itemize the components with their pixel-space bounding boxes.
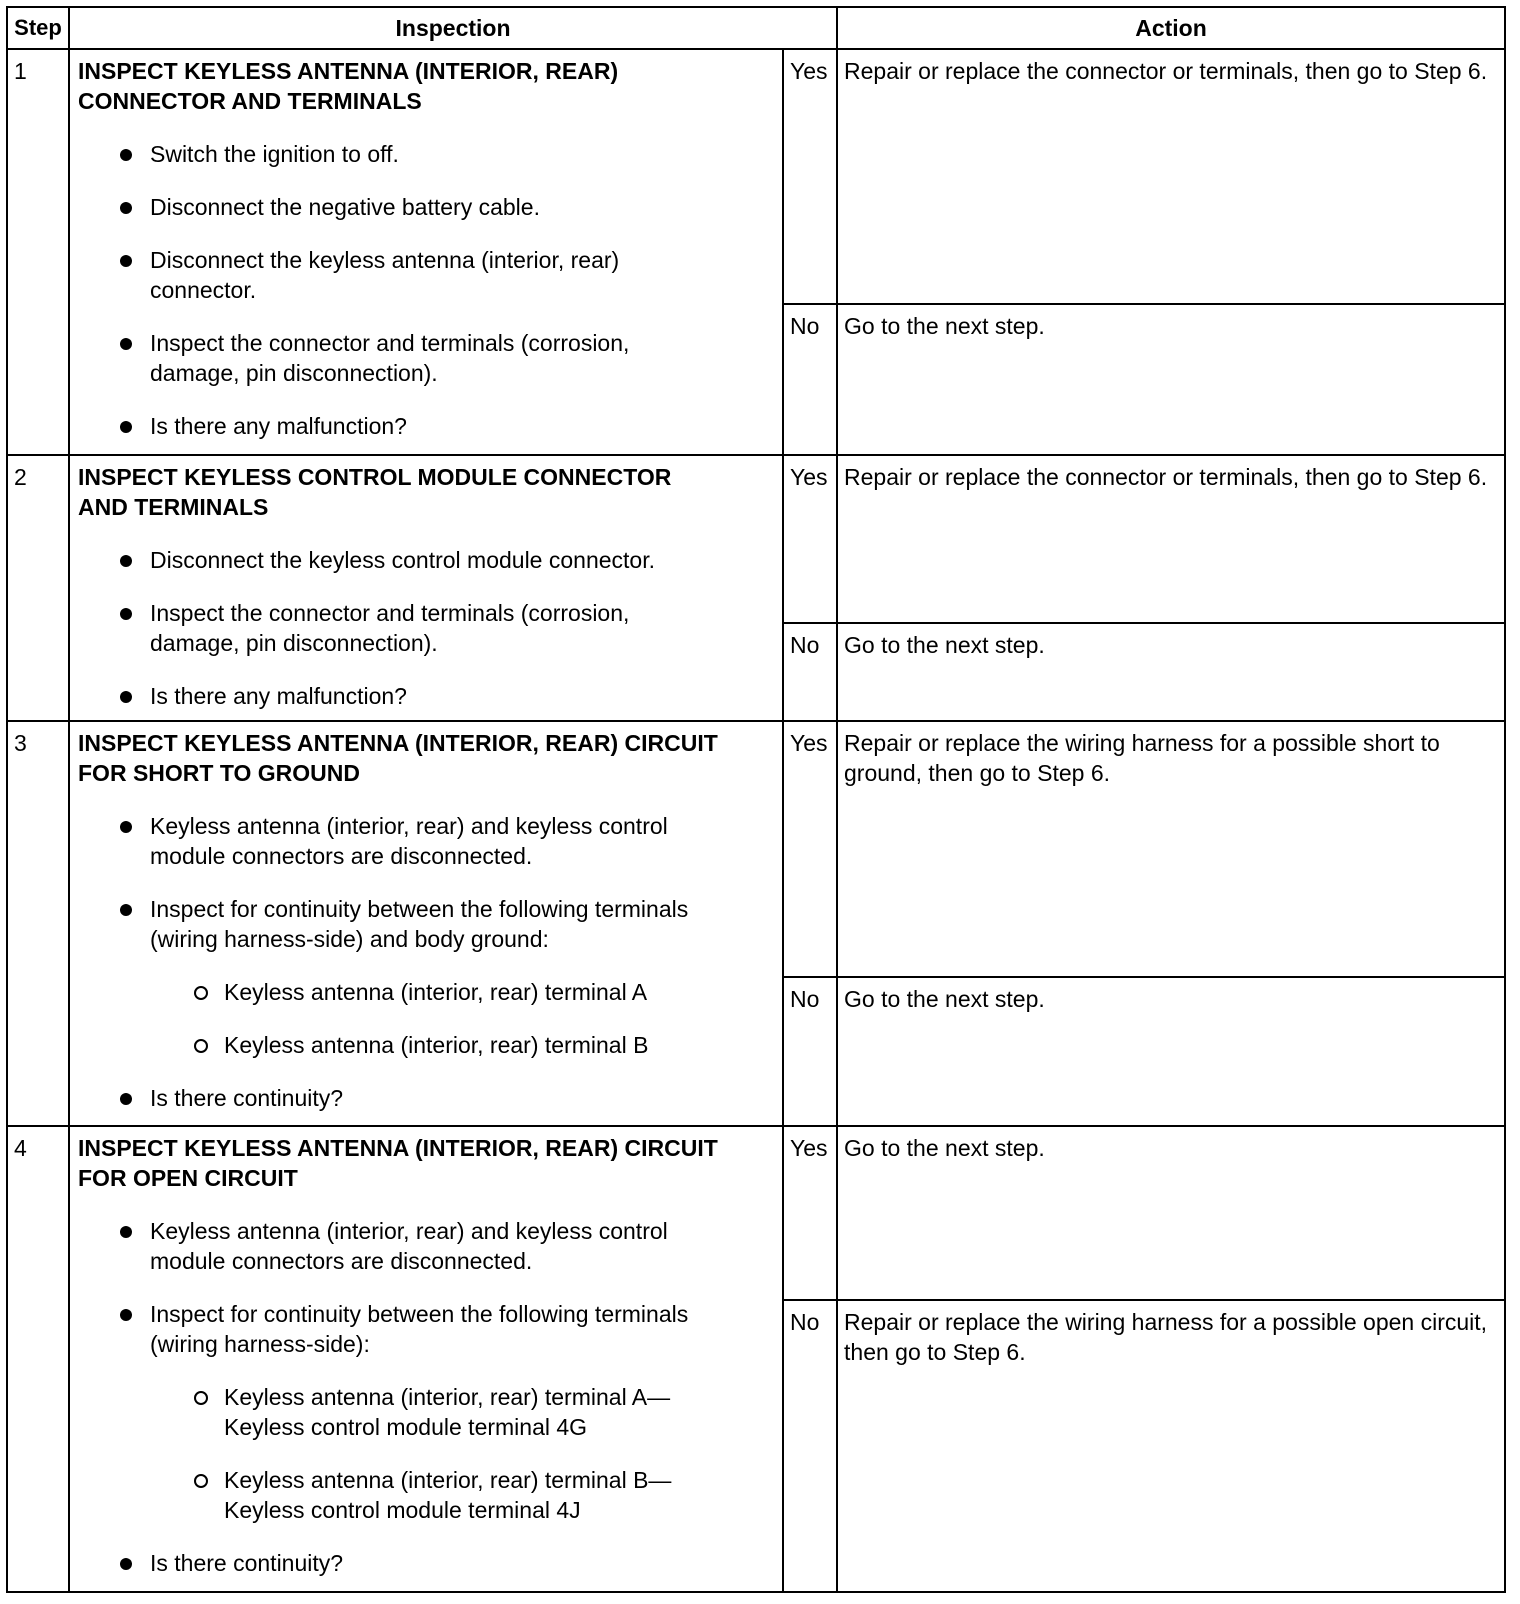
list-item: Disconnect the keyless control module connector. [78, 545, 774, 575]
step-2-title: INSPECT KEYLESS CONTROL MODULE CONNECTOR AND TERMINALS [78, 463, 672, 520]
bullet-icon [120, 1093, 132, 1105]
header-action: Action [837, 7, 1505, 49]
step-3-number: 3 [7, 721, 69, 1127]
list-item: Inspect for continuity between the following terminals (wiring harness-side) and body ground: [78, 894, 750, 954]
step-3-no-label: No [783, 977, 837, 1126]
circle-bullet-icon [194, 1039, 208, 1053]
bullet-icon [120, 555, 132, 567]
step-2-yes-action: Repair or replace the connector or terminals, then go to Step 6. [837, 455, 1505, 623]
list-item: Switch the ignition to off. [78, 139, 774, 169]
list-item: Keyless antenna (interior, rear) and keyless control module connectors are disconnected. [78, 811, 730, 871]
step-3-no-action: Go to the next step. [837, 977, 1505, 1126]
list-item: Is there continuity? [78, 1548, 774, 1578]
step-1-yes-action: Repair or replace the connector or terminals, then go to Step 6. [837, 49, 1505, 304]
step-3-yes-row [7, 721, 1505, 978]
list-item: Keyless antenna (interior, rear) terminal A—Keyless control module terminal 4G [78, 1382, 674, 1442]
list-item: Is there any malfunction? [78, 681, 774, 711]
step-3-bullet-list [78, 811, 774, 954]
step-4-sub-bullet-list [78, 1382, 774, 1525]
bullet-icon [120, 202, 132, 214]
step-4-yes-action: Go to the next step. [837, 1126, 1505, 1300]
bullet-icon [120, 821, 132, 833]
step-2-yes-label: Yes [783, 455, 837, 623]
list-item: Is there continuity? [78, 1083, 774, 1113]
step-2-no-action: Go to the next step. [837, 623, 1505, 721]
step-2-yes-row [7, 455, 1505, 623]
list-item: Inspect for continuity between the following terminals (wiring harness-side): [78, 1299, 750, 1359]
bullet-icon [120, 338, 132, 350]
circle-bullet-icon [194, 1474, 208, 1488]
step-2-number: 2 [7, 455, 69, 721]
step-2-bullet-list [78, 545, 774, 711]
bullet-icon [120, 608, 132, 620]
step-3-yes-action: Repair or replace the wiring harness for a possible short to ground, then go to Step 6. [837, 721, 1505, 978]
bullet-icon [120, 904, 132, 916]
step-1-yes-label: Yes [783, 49, 837, 304]
list-item: Keyless antenna (interior, rear) terminal B [78, 1030, 774, 1060]
bullet-icon [120, 1309, 132, 1321]
step-4-yes-label: Yes [783, 1126, 837, 1300]
step-1-inspection [69, 49, 783, 455]
step-1-bullet-list [78, 139, 774, 441]
bullet-icon [120, 1558, 132, 1570]
header-step: Step [7, 7, 69, 49]
bullet-icon [120, 1226, 132, 1238]
list-item: Inspect the connector and terminals (corrosion, damage, pin disconnection). [78, 328, 690, 388]
step-4-yes-row [7, 1126, 1505, 1300]
step-3-yes-label: Yes [783, 721, 837, 978]
step-1-no-action: Go to the next step. [837, 304, 1505, 455]
step-4-no-action: Repair or replace the wiring harness for a possible open circuit, then go to Step 6. [837, 1300, 1505, 1592]
step-1-no-label: No [783, 304, 837, 455]
bullet-icon [120, 421, 132, 433]
list-item: Disconnect the negative battery cable. [78, 192, 774, 222]
bullet-icon [120, 149, 132, 161]
table-header-row [7, 7, 1505, 49]
step-3-sub-bullet-list [78, 977, 774, 1060]
circle-bullet-icon [194, 986, 208, 1000]
list-item: Disconnect the keyless antenna (interior, rear) connector. [78, 245, 670, 305]
step-3-title: INSPECT KEYLESS ANTENNA (INTERIOR, REAR) CIRCUIT FOR SHORT TO GROUND [78, 729, 718, 786]
header-inspection: Inspection [69, 7, 837, 49]
bullet-icon [120, 255, 132, 267]
bullet-icon [120, 691, 132, 703]
circle-bullet-icon [194, 1391, 208, 1405]
step-4-bullet-list [78, 1216, 774, 1359]
list-item: Keyless antenna (interior, rear) terminal B—Keyless control module terminal 4J [78, 1465, 674, 1525]
step-4-inspection [69, 1126, 783, 1592]
step-4-no-label: No [783, 1300, 837, 1592]
step-2-no-label: No [783, 623, 837, 721]
step-4-bullet-list-end [78, 1548, 774, 1578]
list-item: Keyless antenna (interior, rear) and keyless control module connectors are disconnected. [78, 1216, 730, 1276]
list-item: Keyless antenna (interior, rear) terminal A [78, 977, 774, 1007]
step-3-inspection [69, 721, 783, 1127]
step-1-title: INSPECT KEYLESS ANTENNA (INTERIOR, REAR) CONNECTOR AND TERMINALS [78, 58, 619, 114]
step-4-title: INSPECT KEYLESS ANTENNA (INTERIOR, REAR) CIRCUIT FOR OPEN CIRCUIT [78, 1135, 718, 1192]
list-item: Inspect the connector and terminals (corrosion, damage, pin disconnection). [78, 598, 690, 658]
step-2-inspection [69, 455, 783, 721]
step-1-number: 1 [7, 49, 69, 455]
list-item: Is there any malfunction? [78, 411, 774, 441]
step-3-bullet-list-end [78, 1083, 774, 1113]
diagnostic-procedure-table [6, 6, 1506, 1593]
step-4-number: 4 [7, 1126, 69, 1592]
step-1-yes-row [7, 49, 1505, 304]
